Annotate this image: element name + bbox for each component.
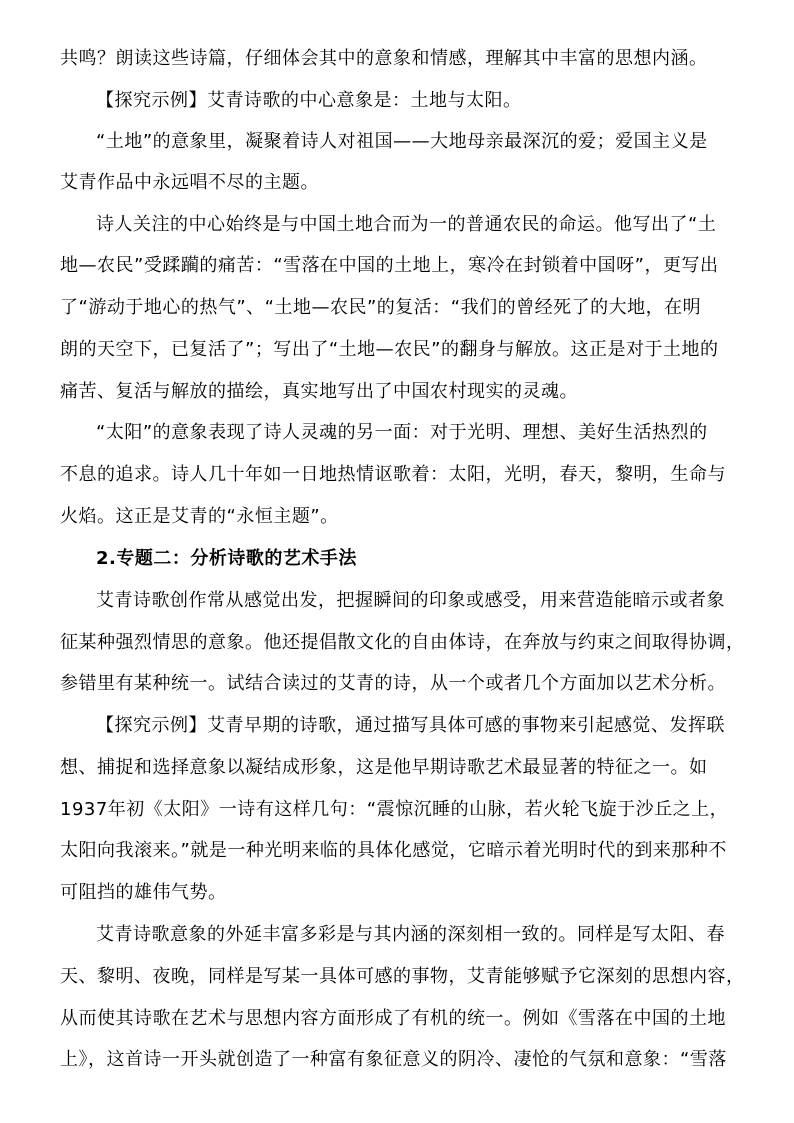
text-line: 上》，这首诗一开头就创造了一种富有象征意义的阴冷、凄怆的气氛和意象：“雪落: [60, 1049, 727, 1070]
text-line: 太阳向我滚来。”就是一种光明来临的具体化感觉，它暗示着光明时代的到来那种不: [60, 840, 727, 861]
text-line: 从而使其诗歌在艺术与思想内容方面形成了有机的统一。例如《雪落在中国的土地: [60, 1008, 726, 1029]
text-line: 诗人关注的中心始终是与中国土地合而为一的普通农民的命运。他写出了“土: [96, 214, 717, 235]
text-line: 火焰。这正是艾青的“永恒主题”。: [60, 506, 339, 527]
text-line: 了“游动于地心的热气”、“土地—农民”的复活：“我们的曾经死了的大地，在明: [60, 297, 702, 318]
text-line: 可阻挡的雄伟气势。: [60, 882, 227, 903]
text-line: 艾青作品中永远唱不尽的主题。: [60, 172, 319, 193]
text-line: 共鸣？朗读这些诗篇，仔细体会其中的意象和情感，理解其中丰富的思想内涵。: [60, 48, 708, 69]
text-line: 痛苦、复活与解放的描绘，真实地写出了中国农村现实的灵魂。: [60, 381, 578, 402]
section-heading: 2.专题二：分析诗歌的艺术手法: [96, 548, 357, 569]
text-line: 艾青诗歌意象的外延丰富多彩是与其内涵的深刻相一致的。同样是写太阳、春: [96, 924, 725, 945]
text-line: 天、黎明、夜晚，同样是写某一具体可感的事物，艾青能够赋予它深刻的思想内容，: [60, 966, 745, 987]
text-line: 征某种强烈情思的意象。他还提倡散文化的自由体诗，在奔放与约束之间取得协调，: [60, 632, 745, 653]
text-line: “土地”的意象里，凝聚着诗人对祖国——大地母亲最深沉的爱；爱国主义是: [96, 131, 708, 152]
text-line: 【探究示例】艾青早期的诗歌，通过描写具体可感的事物来引起感觉、发挥联: [96, 715, 725, 736]
text-line: 地—农民”受蹂躏的痛苦：“雪落在中国的土地上，寒冷在封锁着中国呀”，更写出: [60, 255, 719, 276]
text-line: “太阳”的意象表现了诗人灵魂的另一面：对于光明、理想、美好生活热烈的: [96, 422, 708, 443]
text-line: 参错里有某种统一。试结合读过的艾青的诗，从一个或者几个方面加以艺术分析。: [60, 673, 726, 694]
text-line: 【探究示例】艾青诗歌的中心意象是：土地与太阳。: [96, 90, 522, 111]
text-line: 朗的天空下，已复活了”；写出了“土地—农民”的翻身与解放。这正是对于土地的: [60, 339, 719, 360]
text-line: 不息的追求。诗人几十年如一日地热情讴歌着：太阳，光明，春天，黎明，生命与: [60, 464, 726, 485]
text-line: 想、捕捉和选择意象以凝结成形象，这是他早期诗歌艺术最显著的特征之一。如: [60, 757, 708, 778]
text-line: 1937年初《太阳》一诗有这样几句：“震惊沉睡的山脉，若火轮飞旋于沙丘之上，: [60, 799, 729, 820]
text-line: 艾青诗歌创作常从感觉出发，把握瞬间的印象或感受，用来营造能暗示或者象: [96, 590, 725, 611]
